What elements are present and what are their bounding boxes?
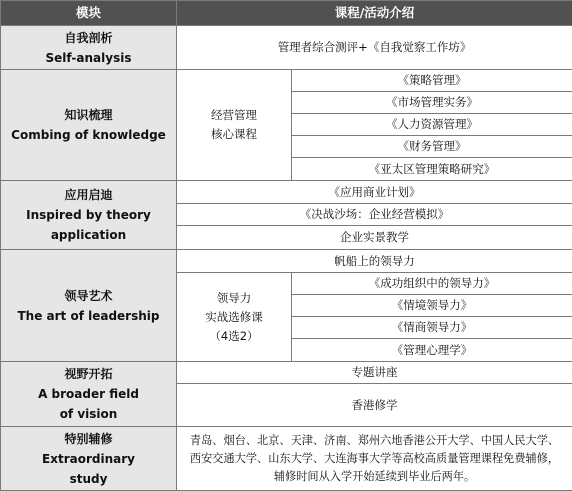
module-leadership [1, 250, 177, 362]
row-study [1, 427, 572, 491]
course-marketing: 《市场管理实务》 [292, 92, 572, 114]
module-cn: 知识梳理 [1, 105, 176, 125]
module-en: application [1, 225, 176, 245]
row-knowledge [1, 70, 572, 92]
module-en: Extraordinary [1, 449, 176, 469]
course-sailing: 帆船上的领导力 [177, 250, 572, 273]
module-en: A broader field [1, 384, 176, 404]
course-strategy: 《策略管理》 [292, 70, 572, 92]
course-situational: 《情境领导力》 [292, 295, 572, 317]
course-field-teaching: 企业实景教学 [177, 226, 572, 250]
course-header: 课程/活动介绍 [177, 1, 572, 26]
course-finance: 《财务管理》 [292, 136, 572, 158]
row-self-analysis [1, 26, 572, 70]
study-description: 青岛、烟台、北京、天津、济南、郑州六地香港公开大学、中国人民大学、 西安交通大学、山东大学、大连海事大学等高校高质量管理课程免费辅修， 辅修时间从入学开始延续到毕业后两年。 [177, 427, 572, 491]
module-cn: 应用启迪 [1, 185, 176, 205]
group-electives: 领导力 实战选修课 （4选2） [177, 273, 292, 362]
module-en: study [1, 469, 176, 489]
module-en: of vision [1, 404, 176, 424]
course-hk-study: 香港修学 [177, 384, 572, 427]
course-hr: 《人力资源管理》 [292, 114, 572, 136]
course-psychology: 《管理心理学》 [292, 339, 572, 362]
module-cn: 特别辅修 [1, 429, 176, 449]
module-vision [1, 362, 177, 427]
course-business-plan: 《应用商业计划》 [177, 181, 572, 204]
module-header: 模块 [1, 1, 177, 26]
module-study [1, 427, 177, 491]
module-knowledge [1, 70, 177, 181]
course-self-analysis: 管理者综合测评+《自我觉察工作坊》 [177, 26, 572, 70]
course-simulation: 《决战沙场：企业经营模拟》 [177, 204, 572, 226]
module-cn: 领导艺术 [1, 286, 176, 306]
module-en: The art of leadership [1, 306, 176, 326]
row-leadership [1, 250, 572, 273]
module-en: Inspired by theory [1, 205, 176, 225]
course-eq: 《情商领导力》 [292, 317, 572, 339]
row-theory [1, 181, 572, 204]
header-row [1, 1, 572, 26]
module-cn: 视野开拓 [1, 364, 176, 384]
module-self-analysis [1, 26, 177, 70]
module-en: Self-analysis [1, 48, 176, 68]
row-vision [1, 362, 572, 384]
course-apac: 《亚太区管理策略研究》 [292, 158, 572, 181]
module-cn: 自我剖析 [1, 28, 176, 48]
module-en: Combing of knowledge [1, 125, 176, 145]
module-theory [1, 181, 177, 250]
course-lectures: 专题讲座 [177, 362, 572, 384]
group-core-courses: 经营管理 核心课程 [177, 70, 292, 181]
course-org-leadership: 《成功组织中的领导力》 [292, 273, 572, 295]
